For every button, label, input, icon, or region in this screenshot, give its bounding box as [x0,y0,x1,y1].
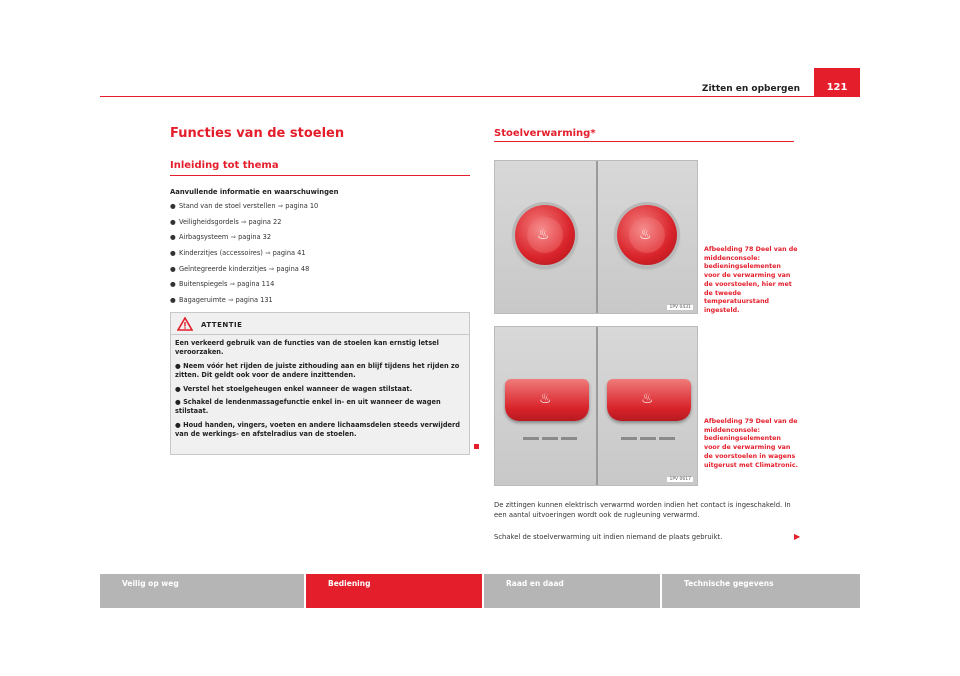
list-item: ● Geïntegreerde kinderzitjes ⇒ pagina 48 [170,264,310,273]
heat-level-leds [621,425,681,429]
warning-point: ● Neem vóór het rijden de juiste zithouding aan en blijf tijdens het rijden zo zitten. Dit geldt ook voor de andere inzittenden. [175,361,460,380]
list-item: ● Stand van de stoel verstellen ⇒ pagina 10 [170,202,319,210]
warning-triangle-icon [177,317,193,331]
section-title: Functies van de stoelen [170,126,345,141]
page-link[interactable]: pagina 32 [238,233,272,242]
figure-78-caption: Afbeelding 78 Deel van de middenconsole: bedieningselementen voor de verwarming van de voorstoelen, hier met de tweede temperatuurstand ingesteld. [704,246,798,314]
heated-seats-title: Stoelverwarming* [494,128,596,139]
seat-heat-icon: ♨ [639,227,652,243]
seat-heating-knob-right [617,205,677,265]
heat-level-leds [523,425,583,429]
list-item: ● Kinderzitjes (accessoires) ⇒ pagina 41 [170,249,306,258]
page-link[interactable]: pagina 22 [248,217,282,226]
page-link[interactable]: pagina 131 [235,296,273,305]
page-link[interactable]: pagina 114 [237,280,275,289]
list-item: ● Veiligheidsgordels ⇒ pagina 22 [170,217,282,226]
section-end-mark [474,444,479,449]
tab-raad-en-daad[interactable]: Raad en daad [484,574,660,608]
figure-code: 1PV 0431 [669,305,691,310]
figure-79-caption: Afbeelding 79 Deel van de middenconsole: bedieningselementen voor de verwarming van de voorstoelen in wagens uitgerust met Climatronic. [704,418,798,469]
figure-79-image [494,326,698,486]
footer-nav [100,574,860,608]
running-header: Zitten en opbergen [701,84,800,94]
warning-point: ● Houd handen, vingers, voeten en andere lichaamsdelen steeds verwijderd van de werkings- en afstelradius van de stoelen. [175,420,460,439]
subsection-rule [170,175,470,176]
warning-header [171,313,469,335]
tab-veilig-op-weg[interactable]: Veilig op weg [100,574,304,608]
page-number: 121 [814,68,860,96]
intro-text: Aanvullende informatie en waarschuwingen [170,188,339,196]
subsection-title: Inleiding tot thema [170,160,279,171]
list-item: ● Airbagsysteem ⇒ pagina 32 [170,233,272,242]
warning-point: ● Verstel het stoelgeheugen enkel wanneer de wagen stilstaat. [175,384,413,393]
seat-heating-knob-left [515,205,575,265]
warning-intro: Een verkeerd gebruik van de functies van de stoelen kan ernstig letsel veroorzaken. [175,339,439,357]
figure-78-image [494,160,698,314]
seat-heat-icon: ♨ [641,391,654,407]
list-item: ● Bagageruimte ⇒ pagina 131 [170,296,273,305]
page-link[interactable]: pagina 10 [285,202,319,210]
reference-list [170,202,318,312]
seat-heat-icon: ♨ [537,227,550,243]
warning-point: ● Schakel de lendenmassagefunctie enkel in- en uit wanneer de wagen stilstaat. [175,398,441,416]
tab-bediening[interactable]: Bediening [306,574,482,608]
body-paragraph: De zittingen kunnen elektrisch verwarmd worden indien het contact is ingeschakeld. In een aantal uitvoeringen wordt ook de rugleuning verwarmd. [494,501,791,519]
page-link[interactable]: pagina 41 [272,249,306,258]
body-paragraph: Schakel de stoelverwarming uit indien niemand de plaats gebruikt. [494,533,723,541]
warning-box [170,312,470,455]
seat-heat-icon: ♨ [539,391,552,407]
warning-body [175,339,465,444]
figure-code: 1PV 0617 [669,477,691,482]
continue-arrow-icon: ▶ [794,532,801,541]
seat-heating-button-left [505,379,589,421]
list-item: ● Buitenspiegels ⇒ pagina 114 [170,280,275,289]
header-rule [100,96,860,97]
page-link[interactable]: pagina 48 [276,264,310,273]
seat-heating-button-right [607,379,691,421]
tab-technische-gegevens[interactable]: Technische gegevens [662,574,860,608]
warning-label: ATTENTIE [201,321,243,329]
heated-seats-rule [494,141,794,142]
